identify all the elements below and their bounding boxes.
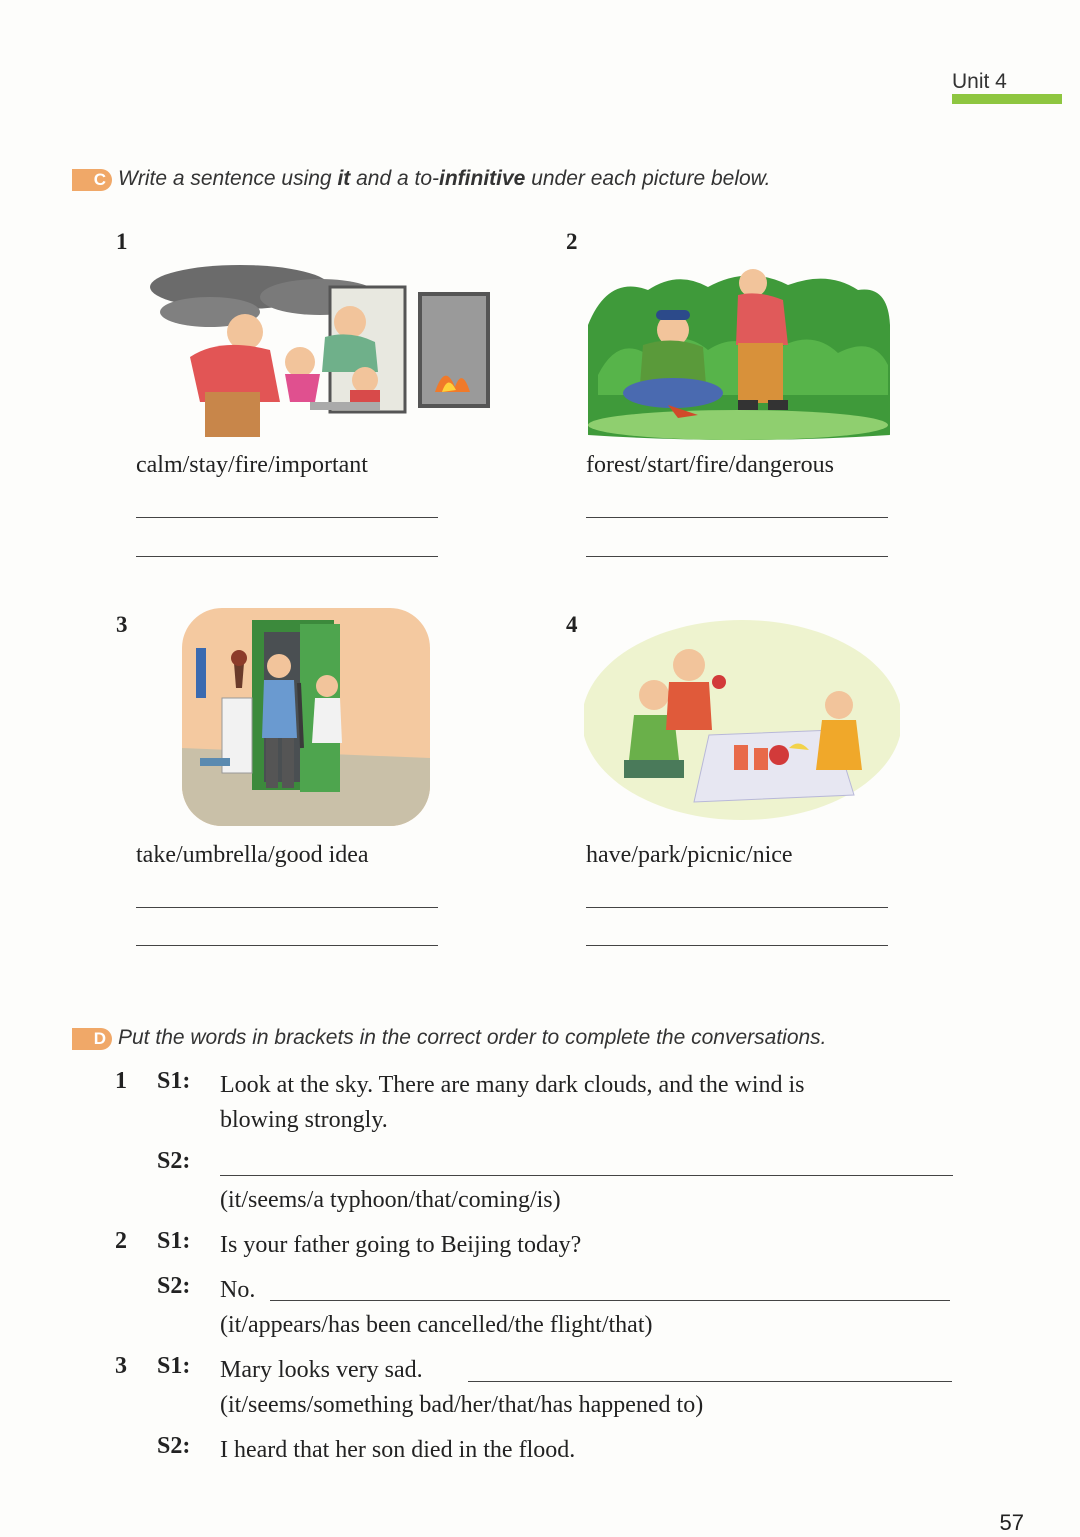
forest-campfire-illustration xyxy=(588,265,890,440)
item-1-number: 1 xyxy=(116,229,128,254)
conversation-2-number: 2 xyxy=(115,1228,127,1254)
speaker-s2-label: S2: xyxy=(157,1433,191,1459)
speaker-s1-label: S1: xyxy=(157,1228,191,1254)
section-d-badge: D xyxy=(72,1028,112,1050)
answer-line[interactable] xyxy=(586,945,888,946)
s1-line: Look at the sky. There are many dark clouds, and the wind is xyxy=(220,1072,805,1098)
item-2-number: 2 xyxy=(566,229,578,254)
section-d-instruction: Put the words in brackets in the correct order to complete the conversations. xyxy=(118,1026,827,1049)
instruction-text: Write a sentence using xyxy=(118,167,338,190)
conversation-3-s2-text: I heard that her son died in the flood. xyxy=(220,1437,576,1463)
section-c-instruction xyxy=(118,167,771,191)
unit-bar xyxy=(952,94,1062,104)
speaker-s2-label: S2: xyxy=(157,1273,191,1299)
answer-line[interactable] xyxy=(270,1300,950,1301)
answer-line[interactable] xyxy=(586,907,888,908)
instruction-text: and a to- xyxy=(350,167,440,190)
conversation-1-hint: (it/seems/a typhoon/that/coming/is) xyxy=(220,1187,561,1213)
conversation-2-s2-text: No. xyxy=(220,1277,256,1303)
s1-line: blowing strongly. xyxy=(220,1107,388,1133)
instruction-text: under each picture below. xyxy=(525,167,771,190)
answer-line[interactable] xyxy=(136,517,438,518)
answer-line[interactable] xyxy=(586,556,888,557)
speaker-s1-label: S1: xyxy=(157,1068,191,1094)
answer-line[interactable] xyxy=(220,1175,953,1176)
item-4-prompt: have/park/picnic/nice xyxy=(586,842,793,868)
speaker-s1-label: S1: xyxy=(157,1353,191,1379)
answer-line[interactable] xyxy=(136,945,438,946)
page-number: 57 xyxy=(999,1510,1024,1535)
item-2-prompt: forest/start/fire/dangerous xyxy=(586,452,834,478)
conversation-3-number: 3 xyxy=(115,1353,127,1379)
conversation-1-number: 1 xyxy=(115,1068,127,1094)
conversation-3-hint: (it/seems/something bad/her/that/has happened to) xyxy=(220,1392,704,1418)
unit-label: Unit 4 xyxy=(952,70,1007,93)
answer-line[interactable] xyxy=(586,517,888,518)
answer-line[interactable] xyxy=(136,907,438,908)
section-c-badge: C xyxy=(72,169,112,191)
instruction-bold-infinitive: infinitive xyxy=(439,167,526,190)
conversation-2-s1-text: Is your father going to Beijing today? xyxy=(220,1232,582,1258)
picnic-illustration xyxy=(584,620,900,820)
item-4-number: 4 xyxy=(566,612,578,637)
item-3-number: 3 xyxy=(116,612,128,637)
item-3-prompt: take/umbrella/good idea xyxy=(136,842,369,868)
instruction-bold-it: it xyxy=(337,167,351,190)
umbrella-door-illustration xyxy=(182,608,430,826)
conversation-2-hint: (it/appears/has been cancelled/the flight/that) xyxy=(220,1312,653,1338)
answer-line[interactable] xyxy=(468,1381,952,1382)
conversation-1-s1-text xyxy=(220,1068,805,1138)
item-1-prompt: calm/stay/fire/important xyxy=(136,452,368,478)
answer-line[interactable] xyxy=(136,556,438,557)
fire-escape-illustration xyxy=(150,262,490,440)
speaker-s2-label: S2: xyxy=(157,1148,191,1174)
conversation-3-s1-text: Mary looks very sad. xyxy=(220,1357,423,1383)
